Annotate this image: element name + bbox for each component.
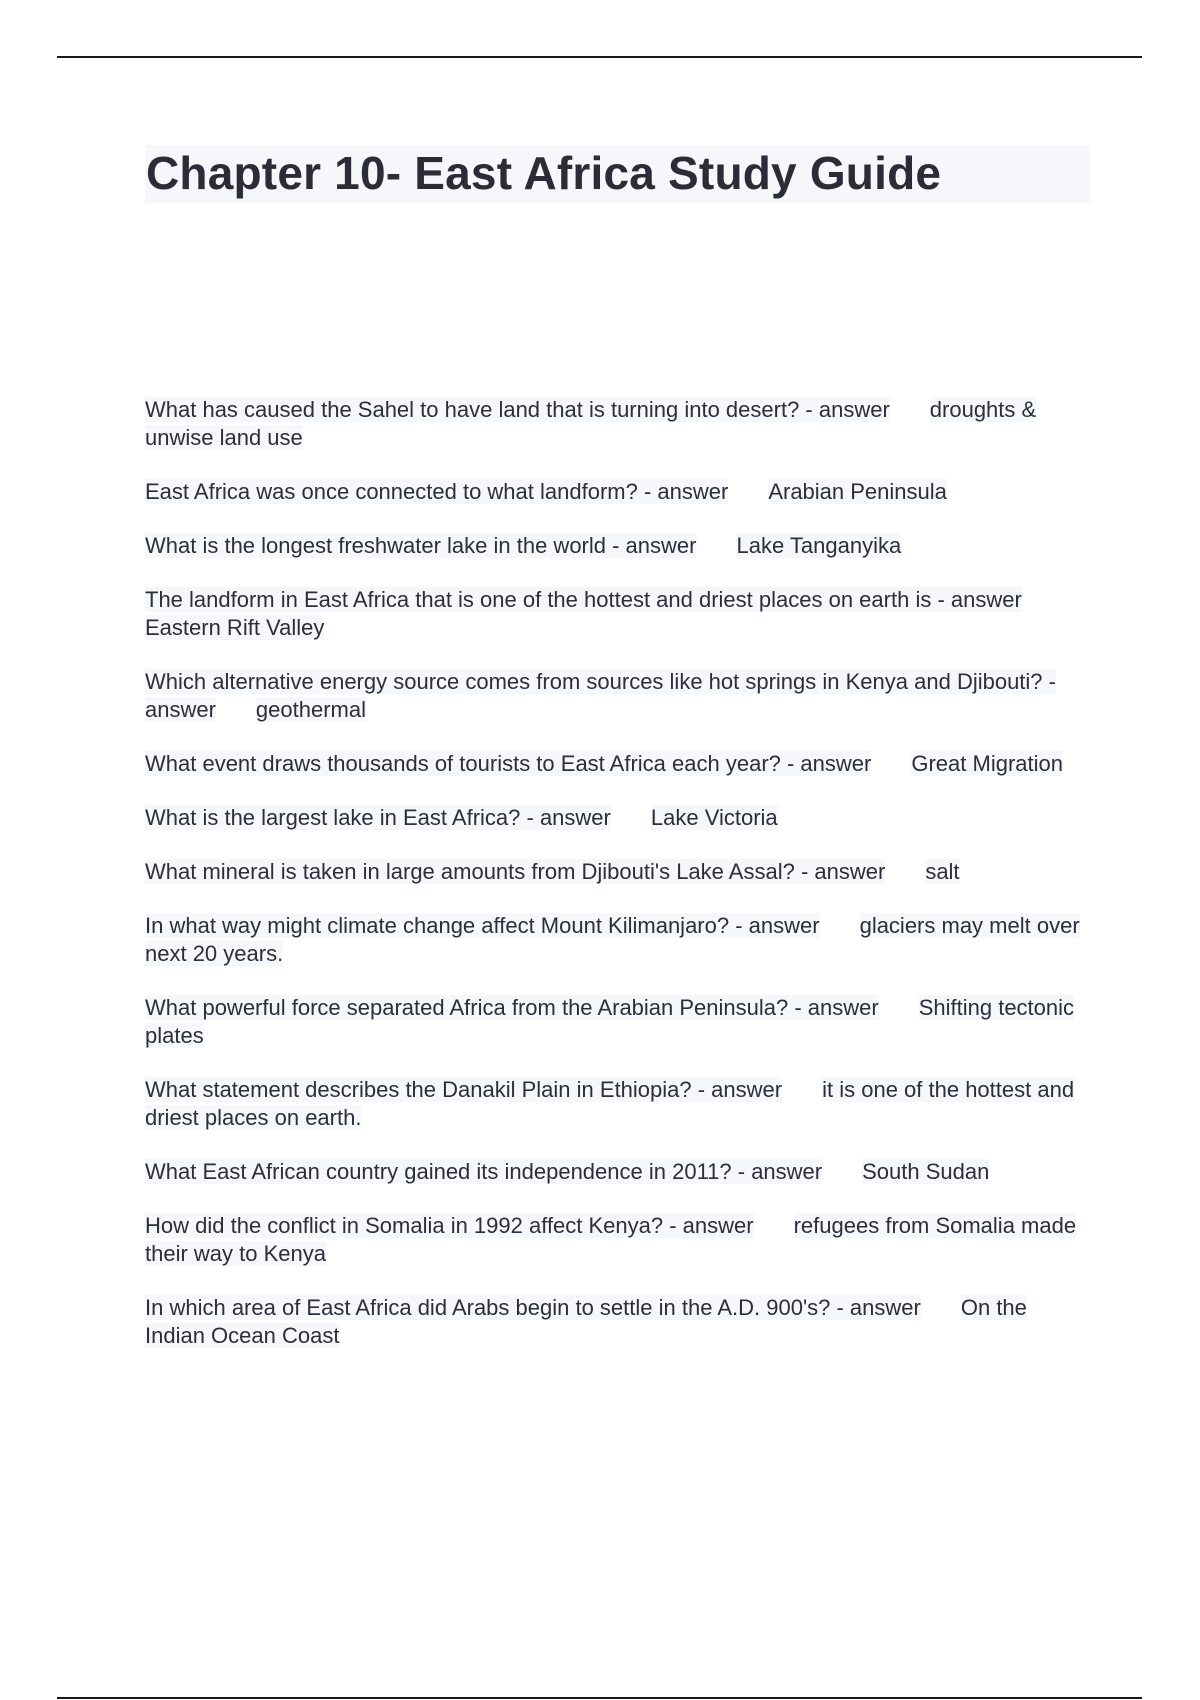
question-text: What event draws thousands of tourists to East Africa each year? - answer [145,751,872,776]
answer-text: glaciers may melt over next 20 years. [145,913,1080,966]
answer-text: Lake Tanganyika [736,533,902,558]
answer-text: Eastern Rift Valley [145,615,325,640]
answer-text: salt [925,859,960,884]
qa-item [145,858,1080,886]
answer-text: Lake Victoria [650,805,778,830]
qa-item [145,1212,1080,1268]
question-text: What powerful force separated Africa from the Arabian Peninsula? - answer [145,995,879,1020]
question-text: What is the longest freshwater lake in the world - answer [145,533,697,558]
qa-item [145,532,1080,560]
qa-list [145,396,1080,1376]
question-text: What has caused the Sahel to have land that is turning into desert? - answer [145,397,890,422]
question-text: How did the conflict in Somalia in 1992 affect Kenya? - answer [145,1213,754,1238]
qa-item [145,804,1080,832]
qa-item [145,478,1080,506]
qa-item [145,994,1080,1050]
question-text: In what way might climate change affect Mount Kilimanjaro? - answer [145,913,820,938]
qa-item [145,750,1080,778]
qa-item [145,668,1080,724]
question-text: What is the largest lake in East Africa? - answer [145,805,611,830]
qa-item [145,1158,1080,1186]
answer-text: it is one of the hottest and driest places on earth. [145,1077,1075,1130]
question-text: What mineral is taken in large amounts from Djibouti's Lake Assal? - answer [145,859,886,884]
question-text: What East African country gained its independence in 2011? - answer [145,1159,823,1184]
answer-text: Great Migration [911,751,1063,776]
answer-text: refugees from Somalia made their way to Kenya [145,1213,1077,1266]
question-text: East Africa was once connected to what landform? - answer [145,479,729,504]
answer-text: geothermal [255,697,366,722]
question-text: In which area of East Africa did Arabs begin to settle in the A.D. 900's? - answer [145,1295,921,1320]
qa-item [145,1294,1080,1350]
top-rule [57,56,1142,58]
qa-item [145,1076,1080,1132]
answer-text: South Sudan [862,1159,990,1184]
question-text: The landform in East Africa that is one of the hottest and driest places on earth is - answer [145,587,1022,612]
bottom-rule [57,1697,1142,1699]
answer-text: Arabian Peninsula [768,479,947,504]
qa-item [145,396,1080,452]
page-title: Chapter 10- East Africa Study Guide [146,147,942,199]
question-text: Which alternative energy source comes from sources like hot springs in Kenya and Djibouti? - answer [145,669,1056,722]
question-text: What statement describes the Danakil Plain in Ethiopia? - answer [145,1077,783,1102]
answer-text: Shifting tectonic plates [145,995,1075,1048]
answer-text: On the Indian Ocean Coast [145,1295,1027,1348]
qa-item [145,586,1080,642]
answer-text: droughts & unwise land use [145,397,1037,450]
qa-item [145,912,1080,968]
